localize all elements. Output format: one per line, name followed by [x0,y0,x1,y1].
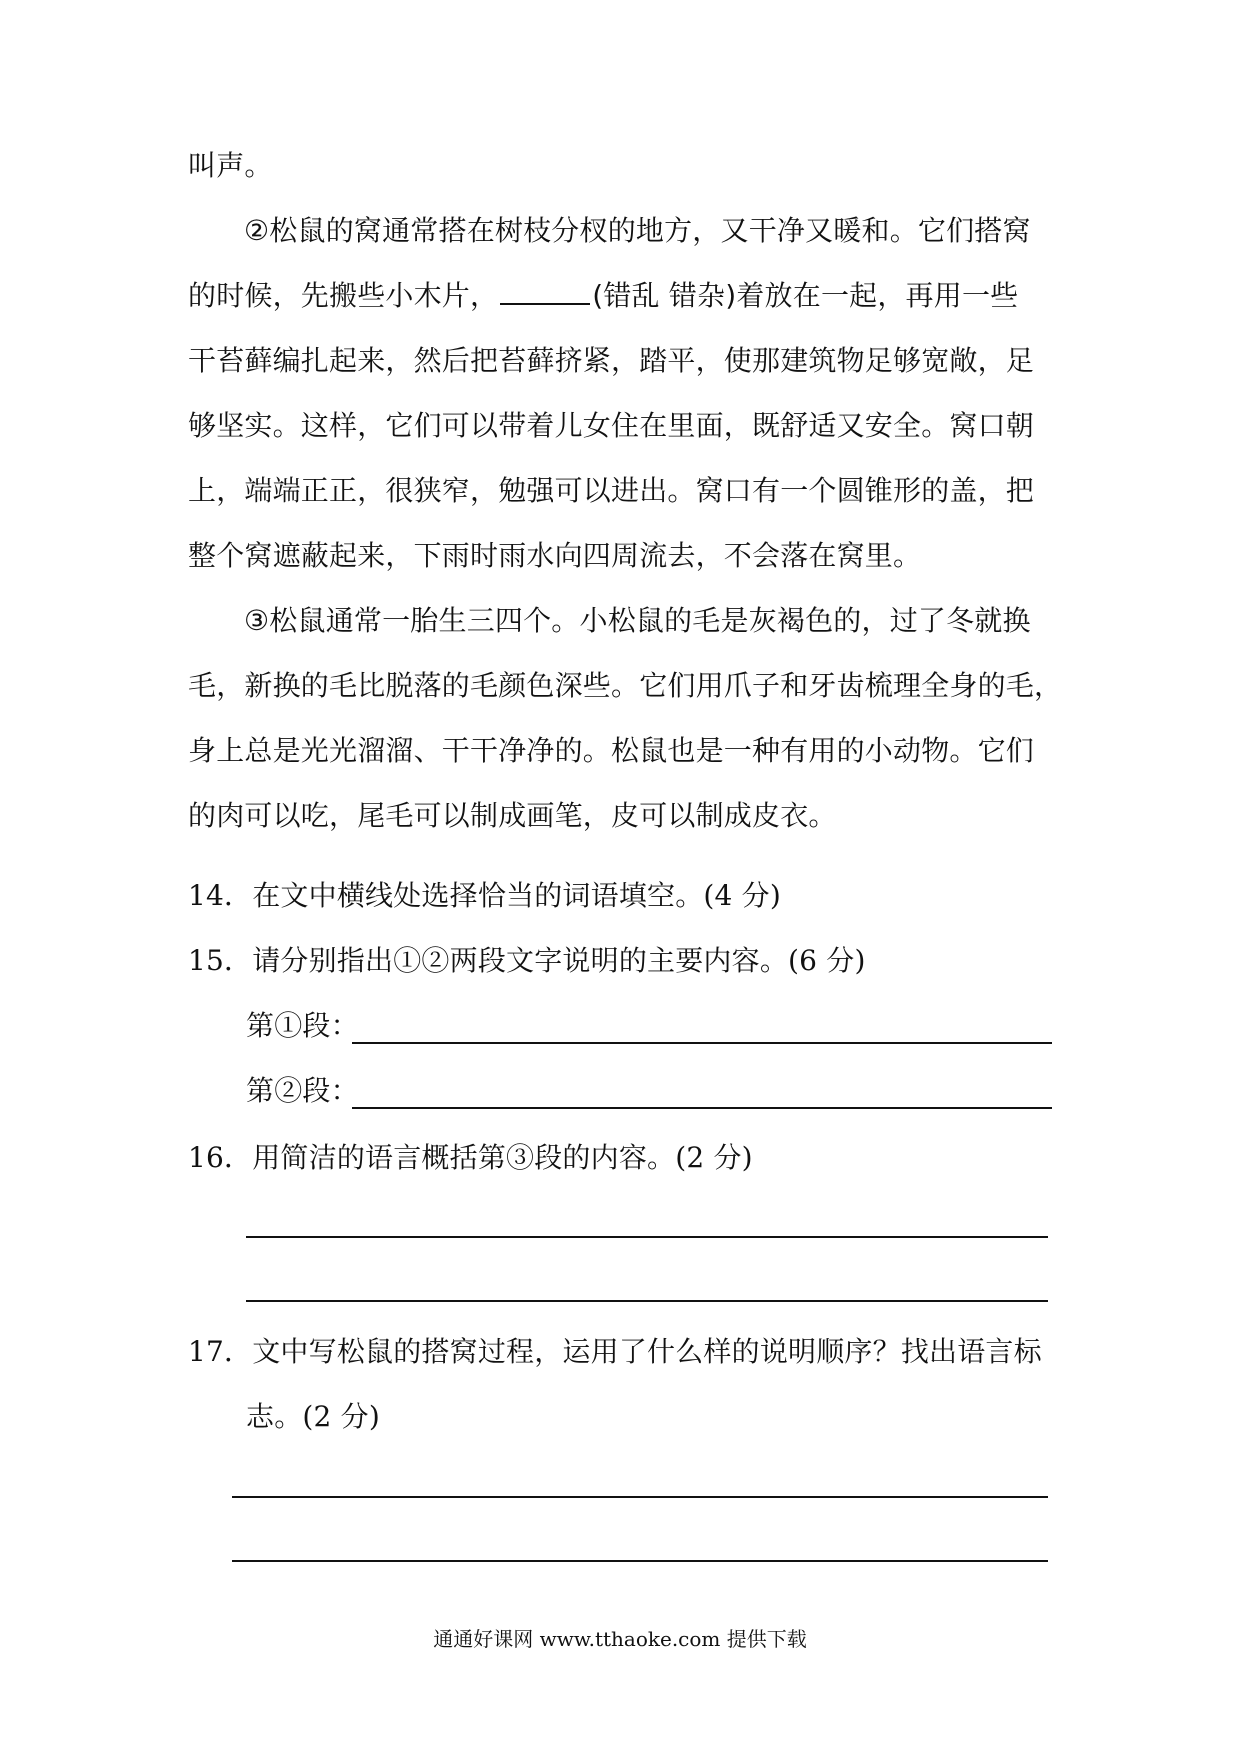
answer-line-17-1[interactable] [232,1496,1048,1498]
paragraph-3-line-4: 的肉可以吃，尾毛可以制成画笔，皮可以制成皮衣。 [188,799,837,832]
paragraph-2-line-2-start: 的时候，先搬些小木片， [188,279,499,312]
question-17-line-2: 志。(2 分) [246,1400,380,1433]
question-15-paragraph-2-label: 第②段： [246,1074,359,1107]
paragraph-1-end: 叫声。 [188,149,273,182]
paragraph-3-line-2: 毛，新换的毛比脱落的毛颜色深些。它们用爪子和牙齿梳理全身的毛， [188,669,1063,702]
answer-line-15-2[interactable] [352,1107,1052,1109]
paragraph-2-line-3: 干苔藓编扎起来，然后把苔藓挤紧，踏平，使那建筑物足够宽敞，足 [188,344,1035,377]
question-15: 15．请分别指出①②两段文字说明的主要内容。(6 分) [188,944,866,977]
question-17-line-1: 17．文中写松鼠的搭窝过程，运用了什么样的说明顺序？找出语言标 [188,1335,1042,1368]
paragraph-3-line-3: 身上总是光光溜溜、干干净净的。松鼠也是一种有用的小动物。它们 [188,734,1035,767]
fill-blank-14[interactable] [500,279,590,305]
answer-line-16-2[interactable] [246,1300,1048,1302]
paragraph-2-line-6: 整个窝遮蔽起来，下雨时雨水向四周流去，不会落在窝里。 [188,539,922,572]
paragraph-2-line-2-end: (错乱 错杂)着放在一起，再用一些 [592,279,1019,312]
paragraph-2-line-4: 够坚实。这样，它们可以带着儿女住在里面，既舒适又安全。窝口朝 [188,409,1035,442]
paragraph-2-line-5: 上，端端正正，很狭窄，勉强可以进出。窝口有一个圆锥形的盖，把 [188,474,1035,507]
paragraph-3-line-1: ③松鼠通常一胎生三四个。小松鼠的毛是灰褐色的，过了冬就换 [244,604,1031,637]
paragraph-2-line-2 [188,278,1018,314]
page-footer: 通通好课网 www.tthaoke.com 提供下载 [433,1627,807,1651]
answer-line-16-1[interactable] [246,1236,1048,1238]
paragraph-2-line-1: ②松鼠的窝通常搭在树枝分杈的地方，又干净又暖和。它们搭窝 [244,214,1031,247]
answer-line-15-1[interactable] [352,1042,1052,1044]
question-16: 16．用简洁的语言概括第③段的内容。(2 分) [188,1141,753,1174]
answer-line-17-2[interactable] [232,1560,1048,1562]
question-14: 14．在文中横线处选择恰当的词语填空。(4 分) [188,879,781,912]
question-15-paragraph-1-label: 第①段： [246,1009,359,1042]
